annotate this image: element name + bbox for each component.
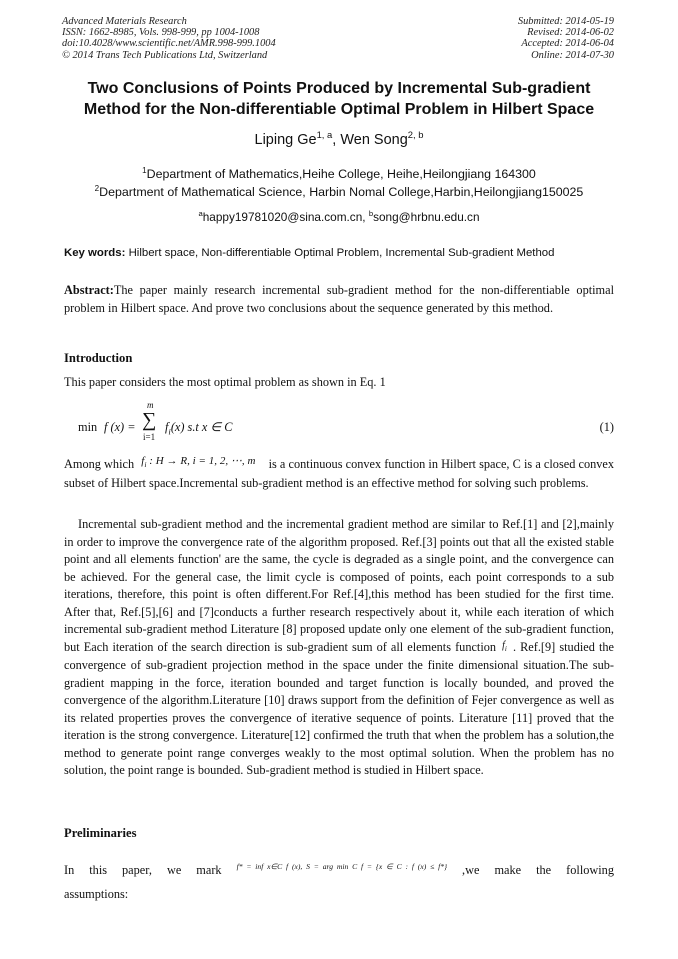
submitted-date: Submitted: 2014-05-19 (517, 16, 614, 27)
online-date: Online: 2014-07-30 (531, 49, 614, 61)
author-1-affil: 1, a (316, 129, 333, 141)
email-line (40, 209, 638, 225)
preliminaries-paragraph (64, 859, 614, 905)
eq-rhs-sub: i (168, 426, 171, 437)
title-line-2: Method for the Non-differentiable Optimal Problem in Hilbert Space (83, 101, 595, 118)
among-math (137, 455, 265, 470)
affiliation-2-marker: 2 (94, 183, 100, 193)
paragraph-literature (64, 516, 614, 780)
eq-rhs-rest: (x) s.t x ∈ C (170, 420, 233, 434)
affiliation-1-marker: 1 (142, 165, 147, 175)
eq-sum-bottom: i=1 (143, 432, 156, 442)
accepted-date: Accepted: 2014-06-04 (521, 38, 614, 50)
affiliation-2-text: Department of Mathematical Science, Harbin Nomal College,Harbin,Heilongjiang150025 (99, 185, 584, 199)
equation-number: (1) (599, 420, 614, 434)
keywords (64, 246, 624, 261)
paragraph-among (64, 456, 614, 492)
keywords-label: Key words: (64, 247, 126, 259)
email-a-marker: a (198, 209, 203, 219)
preliminaries-math: f* = inf x∈C f (x), S = arg min C f = {x ∈ C : f (x) ≤ f*} (236, 862, 448, 871)
journal-info (62, 16, 276, 61)
author-1-name: Liping Ge (254, 132, 317, 148)
introduction-line: This paper considers the most optimal problem as shown in Eq. 1 (64, 375, 386, 389)
title-line-1: Two Conclusions of Points Produced by Incremental Sub-gradient (87, 80, 591, 97)
affiliation-2 (40, 184, 638, 200)
eq-rhs-f: f (165, 420, 169, 434)
author-list (40, 131, 638, 149)
email-a[interactable]: happy19781020@sina.com.cn, (202, 210, 369, 224)
copyright: © 2014 Trans Tech Publications Ltd, Switzerland (62, 49, 268, 61)
literature-text-b: . Ref.[9] studied the convergence of sub-gradient projection method in the space under the finite dimensional situation.The sub-gradient mapping in the force, iteration bounded and target function is locally bounded, and proved the convergence of the algorithm.Literature [10] draws support from the definition of Fejer convergence as well as its related properties proves the convergence of iterative sequence of points. Literature [11] proved that the iteration is the strong convergence. Literature[12] confirmed the truth that when the problem has a solution,the method to generate point range converges weakly to the most optimal solution. When the problem has no solution, the point range is bounded. Sub-gradient method is studied in Hilbert space. (64, 639, 614, 777)
preliminaries-suffix: ,we make the following assumptions: (64, 863, 614, 901)
eq-min: min (78, 420, 98, 434)
among-math-f: f (141, 455, 145, 467)
eq-rhs (165, 420, 232, 435)
preliminaries-prefix: In this paper, we mark (64, 863, 237, 877)
literature-fi (500, 640, 509, 651)
among-prefix: Among which (64, 457, 138, 471)
publication-dates (518, 16, 614, 61)
journal-name: Advanced Materials Research (62, 16, 187, 27)
keywords-text: Hilbert space, Non-differentiable Optimal Problem, Incremental Sub-gradient Method (125, 247, 555, 259)
doi: doi:10.4028/www.scientific.net/AMR.998-999.1004 (62, 38, 276, 50)
author-separator: , (332, 132, 341, 148)
literature-text-a: Incremental sub-gradient method and the incremental gradient method are similar to Ref.[1] and [2],mainly in order to improve the convergence rate of the algorithm proposed. Ref.[3] points out that all the existed stable point and all elements function' are the same, the cycle is degraded as a single point, and the convergence can be achieved. For the general case, the limit cycle is composed of points, each point corresponds to a sub iterations, therefore, this point is often different.For Ref.[4],this method has been studied for the first time. After that, Ref.[5],[6] and [7]conducts a further research respectively about it, while each iteration of which incremental sub-gradient method Literature [8] proposed update only one element of the sub-gradient function, but Each iteration of the search direction is sub-gradient sum of all elements function (64, 517, 614, 654)
revised-date: Revised: 2014-06-02 (527, 27, 614, 39)
paper-title (40, 78, 638, 120)
email-b-marker: b (368, 209, 374, 219)
among-math-rest: : H → R, i = 1, 2, ⋯, m (146, 455, 256, 467)
equation-1 (64, 400, 614, 442)
introduction-heading: Introduction (64, 351, 133, 365)
eq-sum-top: m (147, 400, 154, 410)
sum-icon: ∑ (142, 409, 157, 431)
abstract (64, 282, 614, 317)
preliminaries-heading: Preliminaries (64, 826, 137, 840)
abstract-label: Abstract: (64, 283, 114, 297)
among-suffix: is a continuous convex function in Hilbert space, C is a closed convex subset of Hilbert space.Incremental sub-gradient method is an effective method for solving such problems. (64, 457, 615, 490)
abstract-text: The paper mainly research incremental sub-gradient method for the non-differentiable optimal problem in Hilbert space. And prove two conclusions about the sequence generated by this method. (64, 283, 614, 315)
issn: ISSN: 1662-8985, Vols. 998-999, pp 1004-1008 (62, 27, 260, 39)
affiliation-1 (40, 166, 638, 182)
email-b[interactable]: song@hrbnu.edu.cn (373, 210, 480, 224)
author-2-affil: 2, b (407, 129, 424, 141)
among-math-sub: i (144, 460, 147, 470)
literature-fi-sub: i (504, 644, 507, 653)
literature-fi-f: f (502, 639, 505, 651)
author-2-name: Wen Song (340, 132, 408, 148)
eq-lhs: f (x) = (104, 420, 136, 434)
affiliation-1-text: Department of Mathematics,Heihe College, Heihe,Heilongjiang 164300 (146, 167, 536, 181)
